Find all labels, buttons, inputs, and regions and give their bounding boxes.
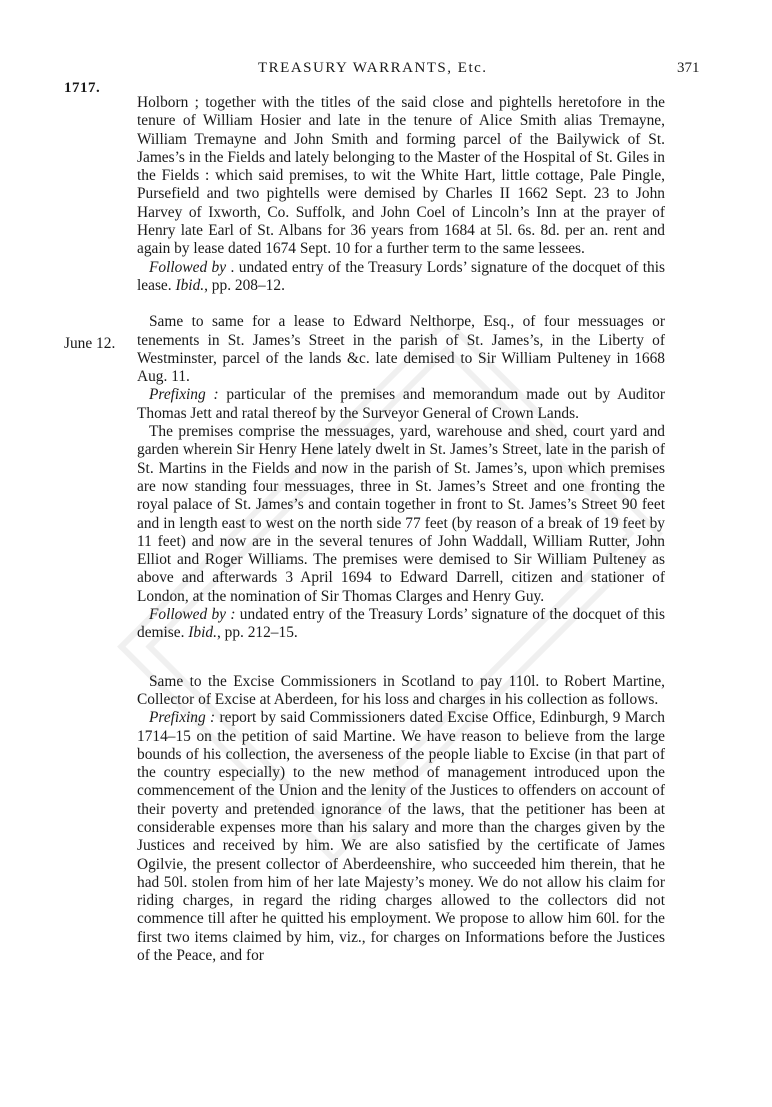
followed-text: undated entry of the Treasury Lords’ signature of the docquet of this demise. (137, 606, 666, 642)
running-title: TREASURY WARRANTS, Etc. (258, 60, 488, 76)
prefixing-text: particular of the premises and memorandum made out by Auditor Thomas Jett and ratal thereof by the Surveyor General of Crown Lands. (137, 386, 665, 422)
entry-2-paragraph: Same to same for a lease to Edward Nelthorpe, Esq., of four messuages or tenements in St. James’s Street in the parish of St. James’s, in the Liberty of Westminster, parcel of the lands &c. late demised to Sir William Pulteney in 1668 Aug. 11. (137, 313, 665, 386)
followed-label: Followed by : (149, 606, 236, 624)
followed-text: . undated entry of the Treasury Lords’ signature of the docquet of this lease. (137, 258, 665, 294)
page-number: 371 (677, 60, 700, 76)
prefixing-text: report by said Commissioners dated Excise Office, Edinburgh, 9 March 1714–15 on the petition of said Martine. We have reason to believe from the large bounds of his collection, the averseness of the people liable to Excise (in that part of the country especially) to the new method of management introduced upon the commencement of the Union and the lenity of the Justices to offenders on account of their poverty and pretended ignorance of the laws, that the petitioner has been at considerable expenses more than his salary and more than the charges given by the Justices and received by him. We are also satisfied by the certificate of James Ogilvie, the present collector of Aberdeenshire, who succeeded him therein, that he had 50l. stolen from him of her late Majesty’s money. We do not allow his claim for riding charges, in regard the riding charges allowed to the collectors did not commence till after he quitted his employment. We propose to allow him 60l. for the first two items claimed by him, viz., for charges on Informations before the Justices of the Peace, and for (137, 709, 665, 965)
prefixing-label: Prefixing : (149, 709, 216, 727)
page-ref: , pp. 208–12. (204, 276, 285, 294)
entry-3-prefixing (137, 709, 665, 965)
body-text (137, 94, 665, 965)
ibid-ref: Ibid. (175, 276, 205, 294)
entry-3-paragraph: Same to the Excise Commissioners in Scotland to pay 110l. to Robert Martine, Collector of Excise at Aberdeen, for his loss and charges in his collection as follows. (137, 672, 665, 708)
entry-2-prefixing (137, 386, 665, 423)
margin-date: June 12. (64, 335, 116, 352)
prefixing-label: Prefixing : (149, 386, 219, 404)
header-year: 1717. (64, 80, 101, 96)
page-ref: , pp. 212–15. (216, 624, 298, 642)
entry-2-premises: The premises comprise the messuages, yard, warehouse and shed, court yard and garden wherein Sir Henry Hene lately dwelt in St. James’s Street, late in the parish of St. Martins in the Fields and now in the parish of St. James’s, upon which premises are now standing four messuages, three in St. James’s Street and one fronting the royal palace of St. James’s and contain together in front to St. James’s Street 90 feet and in length east to west on the north side 77 feet (by reason of a break of 19 feet by 11 feet) and now are in the several tenures of John Waddall, William Rutter, John Elliot and Roger Williams. The premises were demised to Sir William Pulteney as above and afterwards 3 April 1694 to Edward Darrell, citizen and stationer of London, at the nomination of Sir Thomas Clarges and Henry Guy. (137, 423, 665, 605)
followed-label: Followed by (149, 258, 227, 276)
entry-2-followed (137, 606, 665, 643)
ibid-ref: Ibid. (188, 624, 217, 642)
entry-1-followed (137, 259, 665, 296)
entry-1-paragraph: Holborn ; together with the titles of the said close and pightells heretofore in the tenure of William Hosier and late in the tenure of Alice Smith alias Tremayne, William Tremayne and John Smith and forming parcel of the Bailywick of St. James’s in the Fields and lately belonging to the Master of the Hospital of St. Giles in the Fields : which said premises, to wit the White Hart, little cottage, Pale Pingle, Pursefield and two pightells were demised by Charles II 1662 Sept. 23 to John Harvey of Ixworth, Co. Suffolk, and John Coel of Lincoln’s Inn at the prayer of Henry late Earl of St. Albans for 36 years from 1684 at 5l. 6s. 8d. per an. rent and again by lease dated 1674 Sept. 10 for a further term to the same lessees. (137, 94, 665, 258)
